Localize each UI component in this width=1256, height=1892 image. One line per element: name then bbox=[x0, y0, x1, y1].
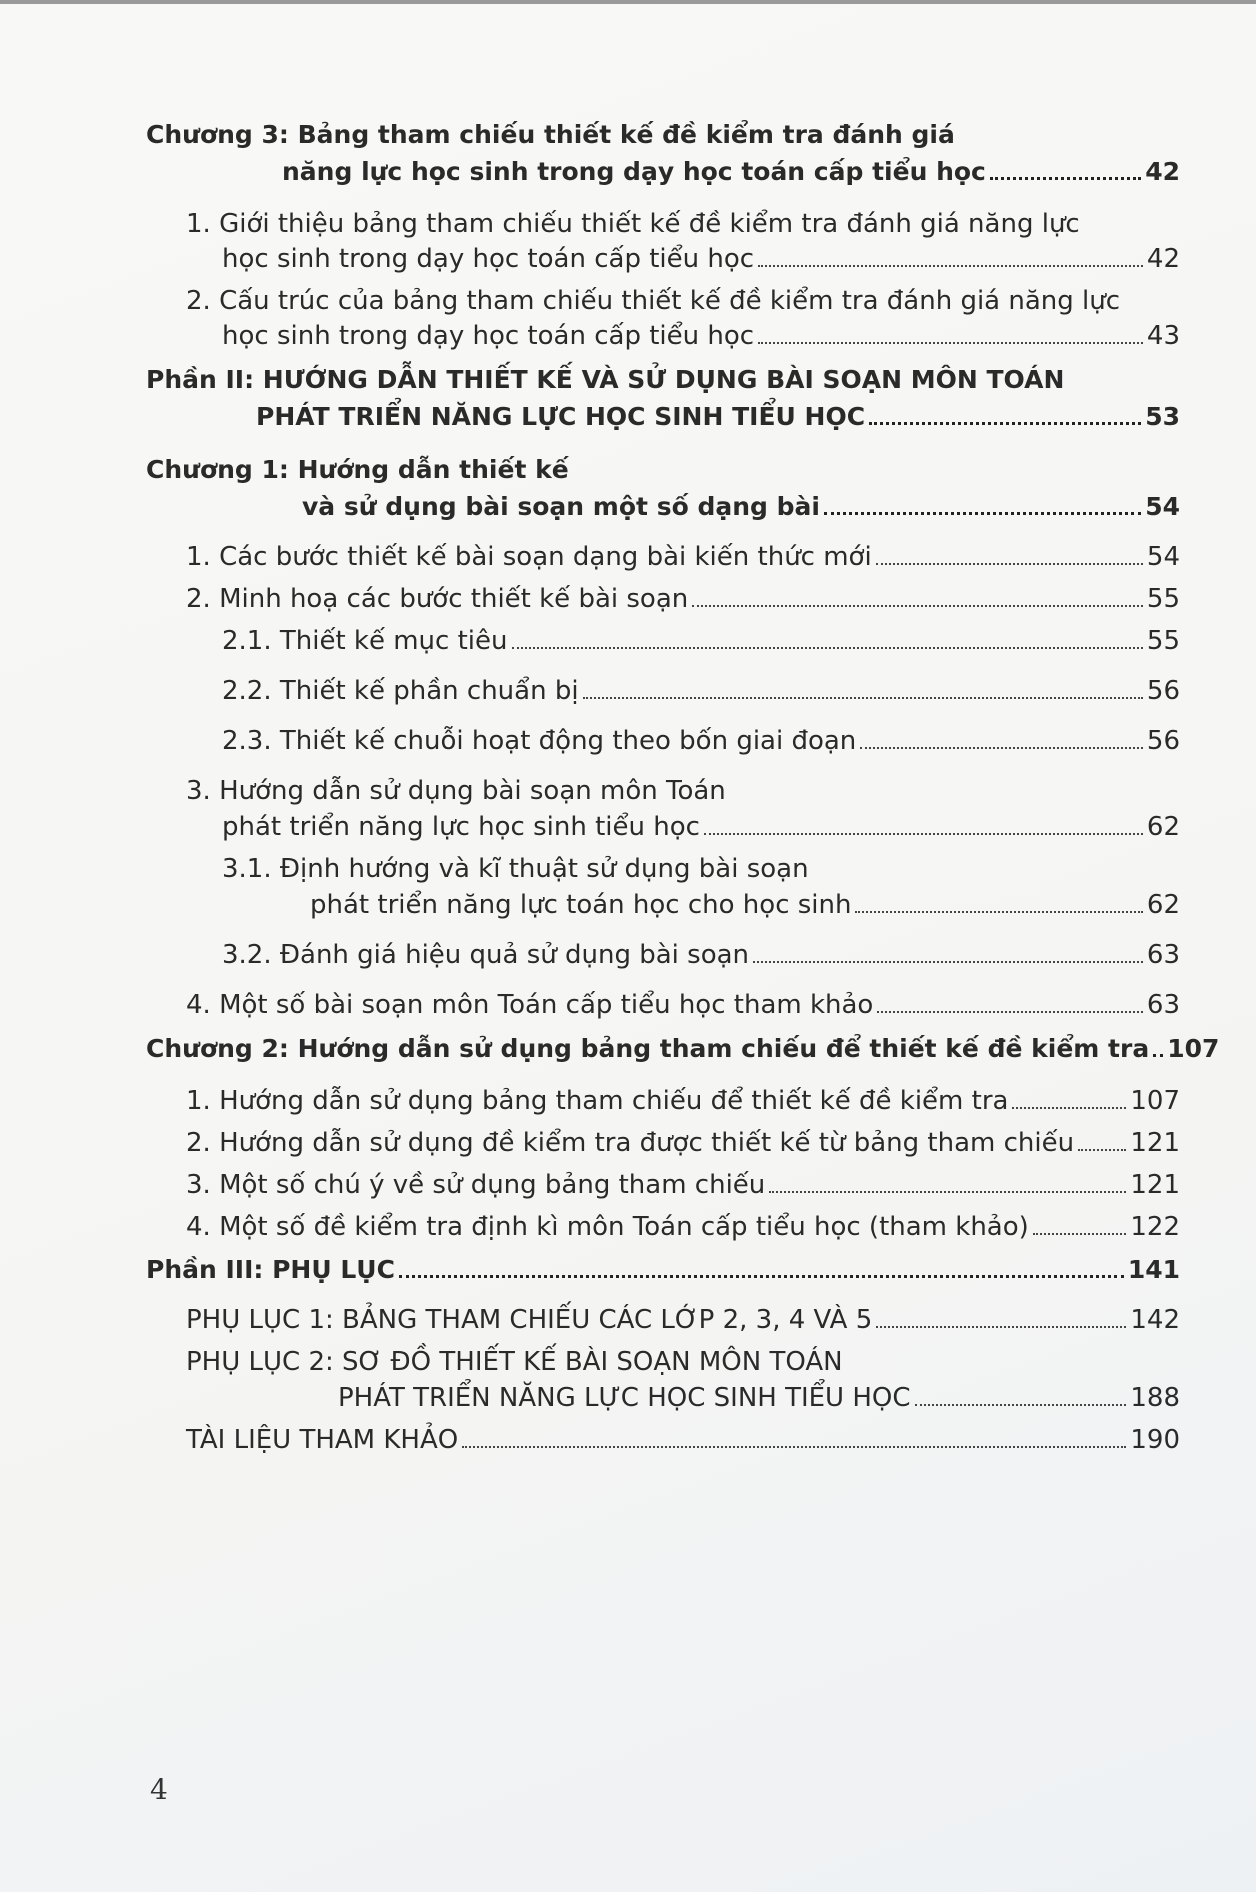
ch3-item-2-cont: học sinh trong dạy học toán cấp tiểu học bbox=[222, 321, 755, 351]
page-ref: 62 bbox=[1146, 812, 1180, 842]
part-2-chapter-1-title-cont: và sử dụng bài soạn một số dạng bài bbox=[302, 492, 820, 521]
entry-label: 1. Hướng dẫn sử dụng bảng tham chiếu để thiết kế đề kiểm tra bbox=[186, 1086, 1009, 1116]
page-ref: 190 bbox=[1130, 1425, 1180, 1455]
page-ref: 63 bbox=[1146, 990, 1180, 1020]
entry-label: 4. Một số bài soạn môn Toán cấp tiểu học tham khảo bbox=[186, 990, 874, 1020]
appendix-2-entry[interactable] bbox=[338, 1381, 1180, 1415]
p2c2-item-3[interactable] bbox=[186, 1168, 1180, 1202]
leader-dots bbox=[758, 265, 1143, 267]
page-ref: 188 bbox=[1130, 1383, 1180, 1413]
part-2-entry[interactable] bbox=[256, 400, 1180, 434]
page-ref: 56 bbox=[1146, 726, 1180, 756]
ch3-item-1-cont: học sinh trong dạy học toán cấp tiểu học bbox=[222, 244, 755, 274]
page-ref: 142 bbox=[1130, 1305, 1180, 1335]
ch3-item-2: 2. Cấu trúc của bảng tham chiếu thiết kế đề kiểm tra đánh giá năng lực bbox=[186, 286, 1121, 316]
p2c2-item-4[interactable] bbox=[186, 1210, 1180, 1244]
p2c2-item-2[interactable] bbox=[186, 1126, 1180, 1160]
leader-dots bbox=[512, 647, 1143, 649]
part-3-entry[interactable] bbox=[146, 1253, 1180, 1287]
page-number: 4 bbox=[150, 1773, 168, 1806]
p2c1-item-2-1[interactable] bbox=[222, 624, 1180, 658]
p2c1-item-3-2[interactable] bbox=[222, 938, 1180, 972]
leader-dots bbox=[860, 747, 1143, 749]
ch3-item-1-entry[interactable] bbox=[222, 242, 1180, 276]
p2c1-item-4[interactable] bbox=[186, 988, 1180, 1022]
appendix-1-entry[interactable] bbox=[186, 1303, 1180, 1337]
p2c1-item-2[interactable] bbox=[186, 582, 1180, 616]
appendix-2-title: PHỤ LỤC 2: SƠ ĐỒ THIẾT KẾ BÀI SOẠN MÔN TOÁN bbox=[186, 1347, 843, 1377]
leader-dots bbox=[399, 1275, 1124, 1278]
page-ref: 107 bbox=[1130, 1086, 1180, 1116]
leader-dots bbox=[877, 1011, 1143, 1013]
p2c1-item-3: 3. Hướng dẫn sử dụng bài soạn môn Toán bbox=[186, 776, 726, 806]
leader-dots bbox=[583, 697, 1143, 699]
page-ref: 43 bbox=[1146, 321, 1180, 351]
page-ref: 55 bbox=[1146, 584, 1180, 614]
part-2-title: Phần II: HƯỚNG DẪN THIẾT KẾ VÀ SỬ DỤNG BÀI SOẠN MÔN TOÁN bbox=[146, 365, 1065, 394]
page-ref: 55 bbox=[1146, 626, 1180, 656]
leader-dots bbox=[462, 1446, 1126, 1448]
chapter-3-title: Chương 3: Bảng tham chiếu thiết kế đề kiểm tra đánh giá bbox=[146, 120, 955, 149]
entry-label: TÀI LIỆU THAM KHẢO bbox=[186, 1425, 459, 1455]
entry-label: PHÁT TRIỂN NĂNG LỰC HỌC SINH TIỂU HỌC bbox=[338, 1383, 911, 1413]
leader-dots bbox=[876, 1326, 1126, 1328]
leader-dots bbox=[869, 422, 1141, 425]
page-ref: 121 bbox=[1130, 1170, 1180, 1200]
leader-dots bbox=[704, 833, 1143, 835]
part-2-chapter-2-title: Chương 2: Hướng dẫn sử dụng bảng tham chiếu để thiết kế đề kiểm tra bbox=[146, 1034, 1150, 1063]
leader-dots bbox=[855, 911, 1142, 913]
entry-label: 3.2. Đánh giá hiệu quả sử dụng bài soạn bbox=[222, 940, 750, 970]
page-ref: 107 bbox=[1167, 1034, 1220, 1063]
entry-label: 3. Một số chú ý về sử dụng bảng tham chiếu bbox=[186, 1170, 766, 1200]
leader-dots bbox=[753, 961, 1143, 963]
leader-dots bbox=[915, 1404, 1127, 1406]
part-2-title-cont: PHÁT TRIỂN NĂNG LỰC HỌC SINH TIỂU HỌC bbox=[256, 402, 866, 431]
entry-label: 2.3. Thiết kế chuỗi hoạt động theo bốn giai đoạn bbox=[222, 726, 857, 756]
leader-dots bbox=[990, 177, 1141, 180]
entry-label: 2. Minh hoạ các bước thiết kế bài soạn bbox=[186, 584, 689, 614]
entry-label: 2. Hướng dẫn sử dụng đề kiểm tra được thiết kế từ bảng tham chiếu bbox=[186, 1128, 1075, 1158]
page-ref: 54 bbox=[1145, 492, 1180, 521]
entry-label: 2.1. Thiết kế mục tiêu bbox=[222, 626, 508, 656]
part-3-title: Phần III: PHỤ LỤC bbox=[146, 1255, 395, 1284]
chapter-3-entry[interactable] bbox=[282, 155, 1180, 189]
part-2-chapter-1-entry[interactable] bbox=[302, 490, 1180, 524]
p2c1-item-1[interactable] bbox=[186, 540, 1180, 574]
entry-label: phát triển năng lực học sinh tiểu học bbox=[222, 812, 700, 842]
page-ref: 141 bbox=[1127, 1255, 1180, 1284]
leader-dots bbox=[1078, 1149, 1126, 1151]
entry-label: PHỤ LỤC 1: BẢNG THAM CHIẾU CÁC LỚP 2, 3, 4 VÀ 5 bbox=[186, 1305, 873, 1335]
ch3-item-2-entry[interactable] bbox=[222, 319, 1180, 353]
entry-label: phát triển năng lực toán học cho học sinh bbox=[310, 890, 852, 920]
ch3-item-1: 1. Giới thiệu bảng tham chiếu thiết kế đề kiểm tra đánh giá năng lực bbox=[186, 209, 1080, 239]
part-2-chapter-2-entry[interactable] bbox=[146, 1032, 1220, 1066]
entry-label: 4. Một số đề kiểm tra định kì môn Toán cấp tiểu học (tham khảo) bbox=[186, 1212, 1029, 1242]
chapter-3-title-cont: năng lực học sinh trong dạy học toán cấp tiểu học bbox=[282, 157, 986, 186]
p2c2-item-1[interactable] bbox=[186, 1084, 1180, 1118]
leader-dots bbox=[1033, 1233, 1127, 1235]
page-top-edge bbox=[0, 0, 1256, 4]
p2c1-item-3-1-entry[interactable] bbox=[310, 888, 1180, 922]
leader-dots bbox=[876, 563, 1143, 565]
page-ref: 56 bbox=[1146, 676, 1180, 706]
leader-dots bbox=[769, 1191, 1126, 1193]
leader-dots bbox=[1153, 1054, 1163, 1057]
page-ref: 122 bbox=[1130, 1212, 1180, 1242]
page-ref: 42 bbox=[1145, 157, 1180, 186]
page-ref: 54 bbox=[1146, 542, 1180, 572]
references-entry[interactable] bbox=[186, 1423, 1180, 1457]
leader-dots bbox=[824, 512, 1141, 515]
page-ref: 53 bbox=[1145, 402, 1180, 431]
leader-dots bbox=[692, 605, 1143, 607]
p2c1-item-3-entry[interactable] bbox=[222, 810, 1180, 844]
entry-label: 1. Các bước thiết kế bài soạn dạng bài kiến thức mới bbox=[186, 542, 872, 572]
page-ref: 42 bbox=[1146, 244, 1180, 274]
page-ref: 63 bbox=[1146, 940, 1180, 970]
entry-label: 2.2. Thiết kế phần chuẩn bị bbox=[222, 676, 579, 706]
page-ref: 121 bbox=[1130, 1128, 1180, 1158]
leader-dots bbox=[1012, 1107, 1126, 1109]
p2c1-item-3-1: 3.1. Định hướng và kĩ thuật sử dụng bài soạn bbox=[222, 854, 809, 884]
p2c1-item-2-3[interactable] bbox=[222, 724, 1180, 758]
p2c1-item-2-2[interactable] bbox=[222, 674, 1180, 708]
page-ref: 62 bbox=[1146, 890, 1180, 920]
leader-dots bbox=[758, 342, 1143, 344]
part-2-chapter-1-title: Chương 1: Hướng dẫn thiết kế bbox=[146, 455, 569, 484]
